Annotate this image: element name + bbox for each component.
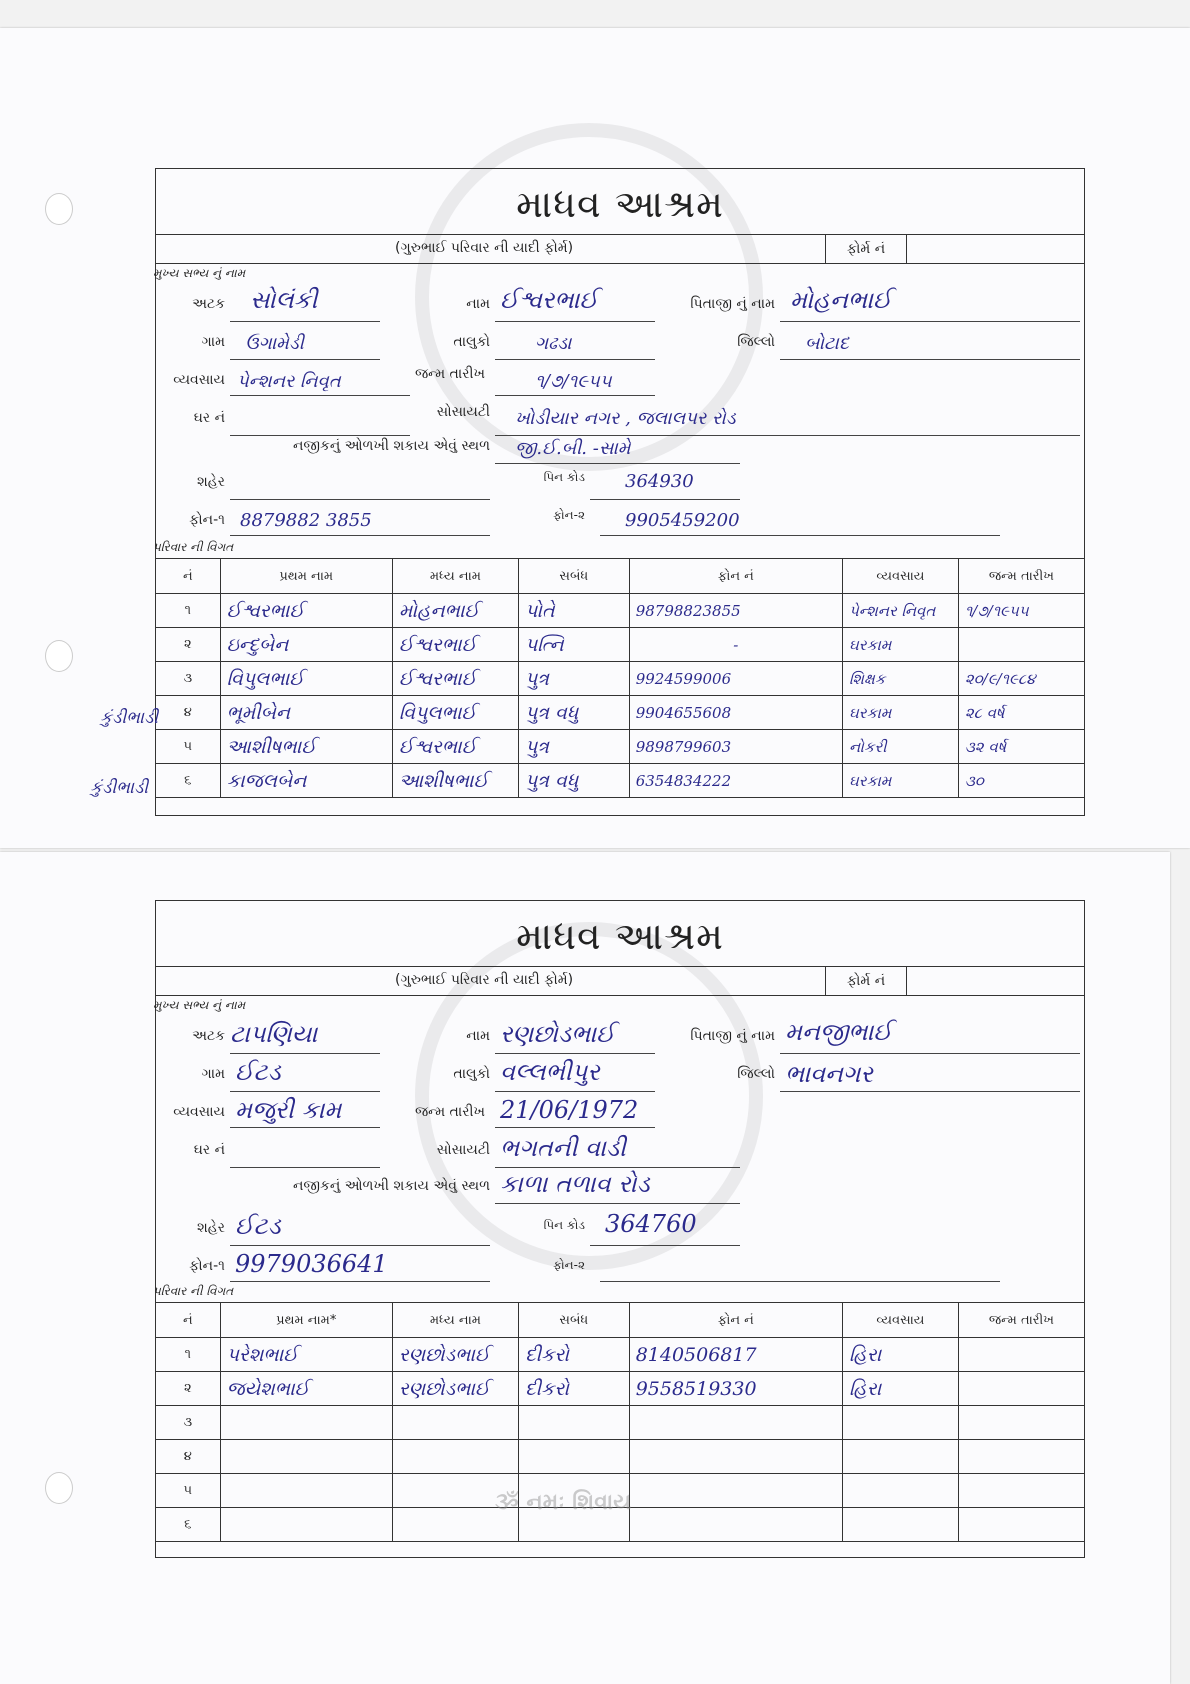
- phone-cell: [629, 1508, 842, 1542]
- landmark-value: કાળા તળાવ રોડ: [500, 1170, 650, 1198]
- occupation-cell: શિક્ષક: [842, 662, 958, 696]
- col-occupation: વ્યવસાય: [842, 559, 958, 594]
- phone-cell: 9924599006: [629, 662, 842, 696]
- table-row: [156, 662, 1085, 696]
- phone-cell: -: [629, 628, 842, 662]
- phone-2-value: 9905459200: [625, 510, 740, 531]
- row-number: ૩: [156, 1406, 221, 1440]
- col-occupation: વ્યવસાય: [842, 1303, 958, 1338]
- dob-cell: [958, 628, 1084, 662]
- village-line: [230, 1090, 380, 1092]
- occupation-cell: ઘરકામ: [842, 764, 958, 798]
- name-line: [495, 1052, 655, 1054]
- first-name-cell: [220, 1508, 392, 1542]
- form-title: માધવ આશ્રમ: [516, 914, 724, 958]
- dob-cell: ૨૮ વર્ષ: [958, 696, 1084, 730]
- row-number: ૬: [156, 1508, 221, 1542]
- dob-label: જન્મ તારીખ: [414, 1104, 485, 1120]
- occupation-cell: નોકરી: [842, 730, 958, 764]
- table-row: [156, 1338, 1085, 1372]
- landmark-line: [495, 1202, 740, 1204]
- table-row: [156, 1406, 1085, 1440]
- dob-cell: ૨૦/૯/૧૯૮૪: [958, 662, 1084, 696]
- landmark-label: નજીકનું ઓળખી શકાય એવું સ્થળ: [292, 438, 490, 454]
- first-name-cell: [220, 1440, 392, 1474]
- landmark-value: જી.ઈ.બી. -સામે: [515, 438, 631, 459]
- occupation-line: [230, 1126, 380, 1128]
- table-row: [156, 594, 1085, 628]
- city-label: શહેર: [197, 474, 225, 490]
- dob-value: 21/06/1972: [500, 1096, 639, 1124]
- occupation-value: મજુરી કામ: [235, 1096, 342, 1124]
- table-row: [156, 730, 1085, 764]
- first-name-cell: ઈશ્વરભાઈ: [220, 594, 392, 628]
- village-value: ઉગામેડી: [245, 333, 304, 354]
- first-name-cell: કાજલબેન: [220, 764, 392, 798]
- house-no-line: [230, 434, 410, 436]
- city-line: [230, 1244, 490, 1246]
- society-label: સોસાયટી: [436, 1142, 490, 1158]
- dob-cell: ૧/૭/૧૯૫૫: [958, 594, 1084, 628]
- family-details-heading: પરિવાર ની વિગત: [153, 1284, 234, 1298]
- relation-cell: પોતે: [518, 594, 629, 628]
- row-number: ૨: [156, 628, 221, 662]
- occupation-cell: પેન્શનર નિવૃત: [842, 594, 958, 628]
- house-no-label: ઘર નં: [193, 410, 225, 426]
- middle-name-cell: રણછોડભાઈ: [392, 1372, 518, 1406]
- society-value: ભગતની વાડી: [500, 1134, 626, 1162]
- occupation-cell: હિરા: [842, 1338, 958, 1372]
- city-line: [230, 498, 490, 500]
- col-no: નં: [156, 1303, 221, 1338]
- dob-value: ૧/૭/૧૯૫૫: [535, 371, 612, 392]
- relation-cell: [518, 1440, 629, 1474]
- phone-cell: [629, 1406, 842, 1440]
- punch-hole: [45, 1472, 73, 1504]
- phone-cell: 98798823855: [629, 594, 842, 628]
- dob-cell: ૩૨ વર્ષ: [958, 730, 1084, 764]
- first-name-cell: વિપુલભાઈ: [220, 662, 392, 696]
- family-form-2: [155, 900, 1085, 1558]
- occupation-label: વ્યવસાય: [173, 1104, 225, 1120]
- surname-line: [230, 320, 380, 322]
- form-sheet-1: [0, 28, 1190, 848]
- village-label: ગામ: [201, 334, 225, 350]
- occupation-line: [230, 394, 410, 396]
- form-number-label: ફોર્મ નં: [825, 235, 907, 263]
- first-name-cell: [220, 1474, 392, 1508]
- dob-cell: [958, 1338, 1084, 1372]
- form-number-label: ફોર્મ નં: [825, 967, 907, 995]
- dob-line: [495, 1126, 655, 1128]
- village-line: [230, 358, 380, 360]
- phone-2-line: [600, 1280, 1000, 1282]
- table-row: [156, 1440, 1085, 1474]
- punch-hole: [45, 640, 73, 672]
- middle-name-cell: [392, 1440, 518, 1474]
- father-name-label: પિતાજી નું નામ: [690, 1028, 775, 1044]
- table-row: [156, 764, 1085, 798]
- row-number: ૧: [156, 1338, 221, 1372]
- middle-name-cell: આશીષભાઈ: [392, 764, 518, 798]
- first-name-cell: [220, 1406, 392, 1440]
- father-name-line: [780, 1052, 1080, 1054]
- city-value: ઈટડ: [235, 1212, 281, 1240]
- name-value: ઈશ્વરભાઈ: [500, 286, 598, 314]
- society-line: [495, 1166, 740, 1168]
- house-no-label: ઘર નં: [193, 1142, 225, 1158]
- occupation-label: વ્યવસાય: [173, 372, 225, 388]
- district-value: બોટાદ: [805, 333, 849, 354]
- col-middle-name: મધ્ય નામ: [392, 1303, 518, 1338]
- surname-label: અટક: [192, 1028, 225, 1044]
- table-row: [156, 628, 1085, 662]
- taluka-line: [495, 1090, 655, 1092]
- dob-cell: [958, 1440, 1084, 1474]
- phone-cell: [629, 1440, 842, 1474]
- row-number: ૬: [156, 764, 221, 798]
- phone-1-value: 8879882 3855: [240, 510, 372, 531]
- form-subtitle: (ગુરુભાઈ પરિવાર ની યાદી ફોર્મ): [395, 240, 574, 256]
- occupation-cell: [842, 1440, 958, 1474]
- form-header-row: [155, 966, 1085, 996]
- society-line: [495, 434, 1080, 436]
- margin-note: કુંડીભાડી: [90, 778, 149, 798]
- dob-label: જન્મ તારીખ: [414, 366, 485, 382]
- dob-cell: ૩૦: [958, 764, 1084, 798]
- village-value: ઈટડ: [235, 1058, 281, 1086]
- col-middle-name: મધ્ય નામ: [392, 559, 518, 594]
- phone-1-value: 9979036641: [235, 1250, 388, 1278]
- col-phone: ફોન નં: [629, 559, 842, 594]
- form-title: માધવ આશ્રમ: [516, 182, 724, 226]
- phone-cell: 9904655608: [629, 696, 842, 730]
- father-name-value: મોહનભાઈ: [790, 286, 892, 314]
- first-name-cell: આશીષભાઈ: [220, 730, 392, 764]
- father-name-value: મનજીભાઈ: [785, 1018, 892, 1046]
- phone-1-label: ફોન-૧: [189, 1258, 225, 1274]
- relation-cell: [518, 1406, 629, 1440]
- family-table-header: [156, 559, 1085, 594]
- surname-line: [230, 1052, 380, 1054]
- pin-code-line: [590, 498, 740, 500]
- row-number: ૩: [156, 662, 221, 696]
- landmark-line: [495, 462, 740, 464]
- relation-cell: પુત્ર: [518, 662, 629, 696]
- relation-cell: દીકરો: [518, 1338, 629, 1372]
- col-relation: સબંધ: [518, 559, 629, 594]
- first-name-cell: ઇન્દુબેન: [220, 628, 392, 662]
- main-member-heading: મુખ્ય સભ્ય નું નામ: [153, 998, 246, 1012]
- phone-cell: 9558519330: [629, 1372, 842, 1406]
- taluka-value: વલ્લભીપુર: [500, 1058, 600, 1086]
- name-label: નામ: [466, 1028, 490, 1044]
- margin-note: કુંડીભાડી: [100, 708, 159, 728]
- first-name-cell: ભૂમીબેન: [220, 696, 392, 730]
- middle-name-cell: વિપુલભાઈ: [392, 696, 518, 730]
- house-no-line: [230, 1166, 380, 1168]
- family-details-heading: પરિવાર ની વિગત: [153, 540, 234, 554]
- relation-cell: પુત્ર વધુ: [518, 696, 629, 730]
- father-name-label: પિતાજી નું નામ: [690, 296, 775, 312]
- district-line: [780, 358, 1080, 360]
- family-table: [155, 558, 1085, 798]
- row-number: ૪: [156, 696, 221, 730]
- relation-cell: પત્નિ: [518, 628, 629, 662]
- watermark-text: ૐ નમઃ શિવાય: [495, 1490, 632, 1515]
- phone-cell: 8140506817: [629, 1338, 842, 1372]
- middle-name-cell: ઈશ્વરભાઈ: [392, 730, 518, 764]
- taluka-label: તાલુકો: [453, 1066, 490, 1082]
- col-phone: ફોન નં: [629, 1303, 842, 1338]
- name-label: નામ: [466, 296, 490, 312]
- row-number: ૪: [156, 1440, 221, 1474]
- main-member-heading: મુખ્ય સભ્ય નું નામ: [153, 266, 246, 280]
- relation-cell: પુત્ર વધુ: [518, 764, 629, 798]
- middle-name-cell: ઈશ્વરભાઈ: [392, 662, 518, 696]
- punch-hole: [45, 193, 73, 225]
- occupation-cell: [842, 1474, 958, 1508]
- row-number: ૫: [156, 1474, 221, 1508]
- phone-cell: 6354834222: [629, 764, 842, 798]
- table-row: [156, 1372, 1085, 1406]
- phone-1-label: ફોન-૧: [189, 512, 225, 528]
- form-header-row: [155, 234, 1085, 264]
- col-first-name: પ્રથમ નામ: [220, 559, 392, 594]
- name-line: [495, 320, 655, 322]
- father-name-line: [780, 320, 1080, 322]
- middle-name-cell: મોહનભાઈ: [392, 594, 518, 628]
- pin-code-line: [590, 1244, 740, 1246]
- first-name-cell: જયેશભાઈ: [220, 1372, 392, 1406]
- relation-cell: દીકરો: [518, 1372, 629, 1406]
- table-row: [156, 696, 1085, 730]
- phone-1-line: [230, 1280, 490, 1282]
- occupation-value: પેન્શનર નિવૃત: [237, 371, 341, 392]
- occupation-cell: ઘરકામ: [842, 628, 958, 662]
- phone-2-label: ફોન-૨: [553, 1258, 585, 1272]
- row-number: ૨: [156, 1372, 221, 1406]
- family-form-1: [155, 168, 1085, 816]
- middle-name-cell: [392, 1406, 518, 1440]
- pin-code-value: 364760: [605, 1210, 697, 1238]
- society-value: ખોડીયાર નગર , જલાલપર રોડ: [515, 408, 736, 429]
- surname-value: સોલંકી: [250, 286, 318, 314]
- district-label: જિલ્લો: [737, 334, 775, 350]
- form-sheet-2: [0, 852, 1170, 1684]
- dob-line: [495, 394, 655, 396]
- district-line: [780, 1090, 1080, 1092]
- phone-1-line: [230, 534, 490, 536]
- first-name-cell: પરેશભાઈ: [220, 1338, 392, 1372]
- dob-cell: [958, 1474, 1084, 1508]
- taluka-value: ગઢડા: [535, 333, 572, 354]
- row-number: ૧: [156, 594, 221, 628]
- col-no: નં: [156, 559, 221, 594]
- dob-cell: [958, 1406, 1084, 1440]
- occupation-cell: [842, 1508, 958, 1542]
- district-value: ભાવનગર: [785, 1060, 873, 1088]
- occupation-cell: [842, 1406, 958, 1440]
- pin-code-label: પિન કોડ: [543, 470, 585, 484]
- pin-code-value: 364930: [625, 471, 694, 492]
- form-subtitle: (ગુરુભાઈ પરિવાર ની યાદી ફોર્મ): [395, 972, 574, 988]
- village-label: ગામ: [201, 1066, 225, 1082]
- dob-cell: [958, 1372, 1084, 1406]
- family-table-header: [156, 1303, 1085, 1338]
- row-number: ૫: [156, 730, 221, 764]
- name-value: રણછોડભાઈ: [500, 1020, 615, 1048]
- occupation-cell: ઘરકામ: [842, 696, 958, 730]
- middle-name-cell: ઈશ્વરભાઈ: [392, 628, 518, 662]
- dob-cell: [958, 1508, 1084, 1542]
- city-label: શહેર: [197, 1220, 225, 1236]
- occupation-cell: હિરા: [842, 1372, 958, 1406]
- relation-cell: પુત્ર: [518, 730, 629, 764]
- surname-value: ટાપણિયા: [230, 1020, 318, 1048]
- col-first-name: પ્રથમ નામ*: [220, 1303, 392, 1338]
- society-label: સોસાયટી: [436, 404, 490, 420]
- surname-label: અટક: [192, 296, 225, 312]
- taluka-line: [495, 358, 655, 360]
- col-dob: જન્મ તારીખ: [958, 559, 1084, 594]
- phone-2-line: [600, 534, 1000, 536]
- phone-cell: 9898799603: [629, 730, 842, 764]
- taluka-label: તાલુકો: [453, 334, 490, 350]
- phone-cell: [629, 1474, 842, 1508]
- pin-code-label: પિન કોડ: [543, 1218, 585, 1232]
- col-dob: જન્મ તારીખ: [958, 1303, 1084, 1338]
- col-relation: સબંધ: [518, 1303, 629, 1338]
- middle-name-cell: રણછોડભાઈ: [392, 1338, 518, 1372]
- phone-2-label: ફોન-૨: [553, 508, 585, 522]
- landmark-label: નજીકનું ઓળખી શકાય એવું સ્થળ: [292, 1178, 490, 1194]
- district-label: જિલ્લો: [737, 1066, 775, 1082]
